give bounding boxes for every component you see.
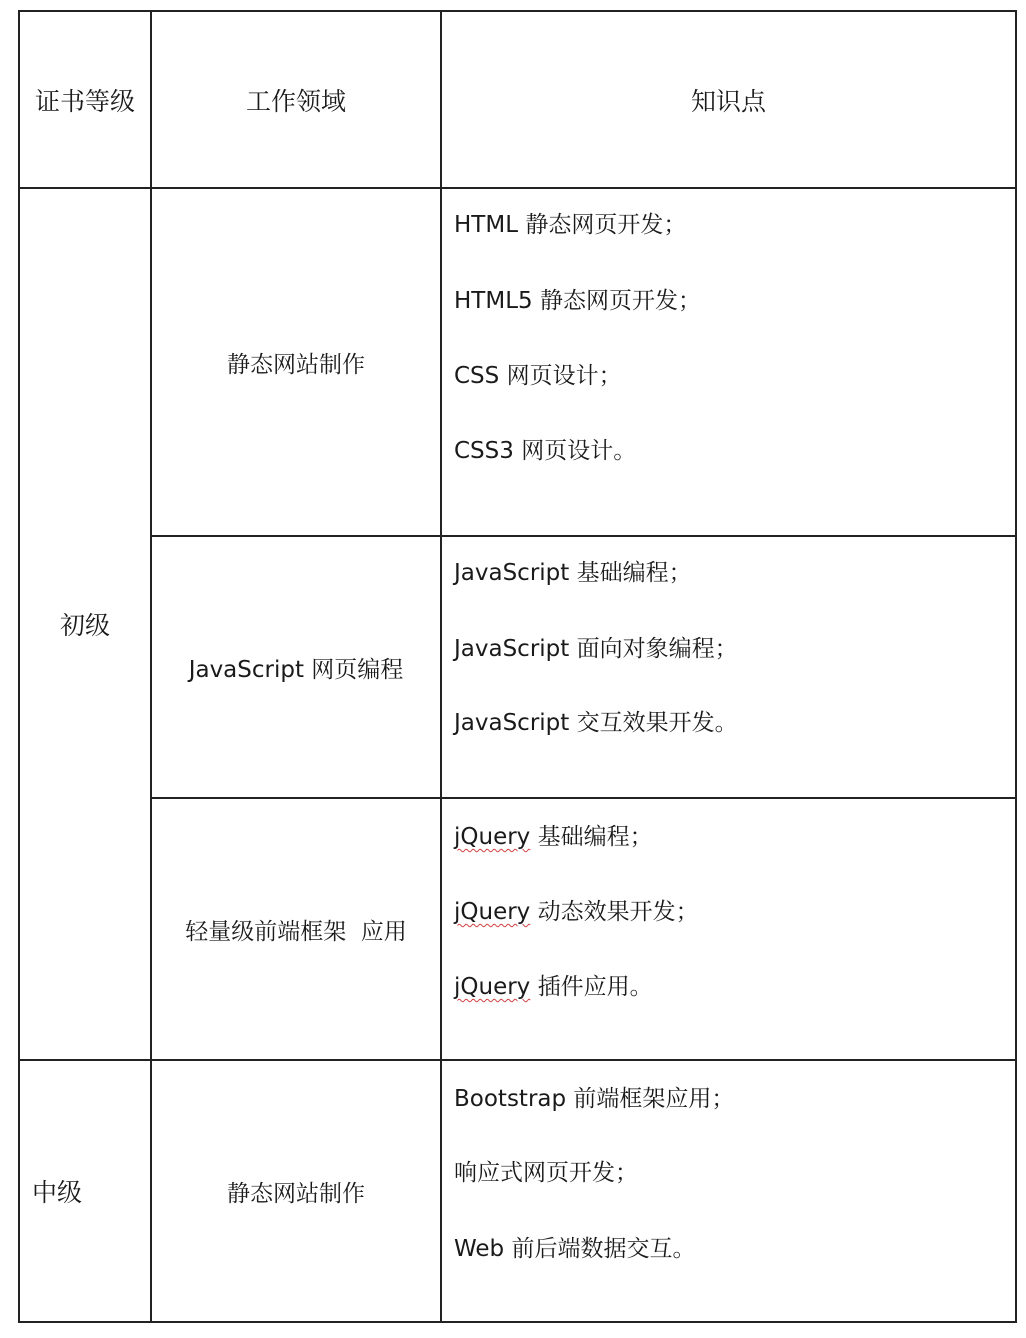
knowledge-point [454,897,699,927]
header-knowledge: 知识点 [690,86,766,116]
jquery-term: jQuery [454,824,531,850]
area-javascript: JavaScript 网页编程 [188,656,404,683]
level-junior: 初级 [59,611,110,640]
area-static-site: 静态网站制作 [227,351,365,378]
knowledge-point: HTML5 静态网页开发； [454,288,701,314]
column-divider-2 [440,10,442,1323]
knowledge-point-text: 基础编程； [530,824,653,850]
jquery-term: jQuery [454,974,531,1000]
knowledge-point [454,822,653,852]
level-intermediate: 中级 [32,1178,83,1207]
jquery-term: jQuery [454,899,531,925]
knowledge-point: JavaScript 基础编程； [454,560,692,586]
header-area: 工作领域 [245,86,346,116]
knowledge-point: Web 前后端数据交互。 [454,1236,696,1262]
knowledge-point: JavaScript 交互效果开发。 [454,710,738,736]
knowledge-point: JavaScript 面向对象编程； [454,636,738,662]
header-level: 证书等级 [34,86,135,116]
table-border-right [1015,10,1017,1323]
knowledge-point: HTML 静态网页开发； [454,212,687,238]
knowledge-point-text: 动态效果开发； [530,899,699,925]
area-lightweight-framework: 轻量级前端框架 应用 [185,918,407,945]
knowledge-point: CSS 网页设计； [454,363,622,389]
knowledge-point-text: 插件应用。 [530,974,653,1000]
knowledge-point: CSS3 网页设计。 [454,438,637,464]
knowledge-point [454,972,653,1002]
table-border-bottom [18,1321,1017,1323]
area-static-site-intermediate: 静态网站制作 [227,1180,365,1207]
knowledge-point: 响应式网页开发； [454,1160,638,1186]
knowledge-point: Bootstrap 前端框架应用； [454,1086,735,1112]
